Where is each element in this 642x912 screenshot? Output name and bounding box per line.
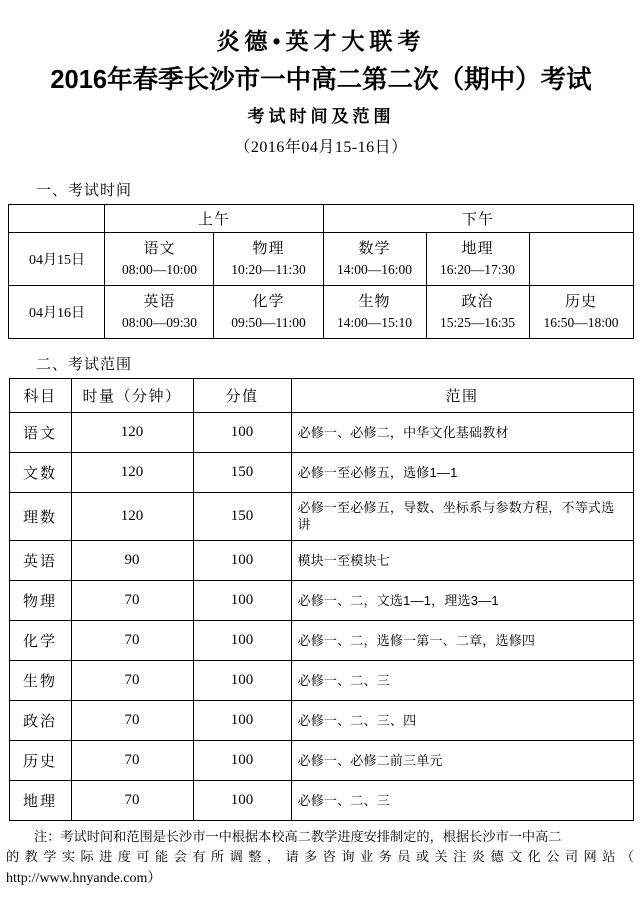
day-label: 04月16日 — [9, 285, 105, 338]
cell-duration: 70 — [71, 580, 193, 620]
slot-time: 08:00—09:30 — [121, 314, 197, 330]
cell-duration: 70 — [71, 660, 193, 700]
header-afternoon: 下午 — [323, 204, 633, 232]
slot-subject: 语文 — [143, 240, 176, 258]
cell-subject: 化学 — [9, 620, 71, 660]
cell-duration: 70 — [71, 740, 193, 780]
cell-score: 150 — [193, 452, 291, 492]
column-header-subject: 科目 — [9, 378, 71, 412]
slot-subject: 数学 — [358, 240, 391, 258]
footer-note — [6, 827, 634, 890]
slot-time: 15:25—16:35 — [439, 314, 515, 330]
column-header-scope: 范围 — [291, 378, 633, 412]
cell-duration: 120 — [71, 412, 193, 452]
cell-score: 100 — [193, 620, 291, 660]
cell-score: 100 — [193, 780, 291, 820]
exam-slot — [323, 285, 426, 338]
cell-score: 100 — [193, 540, 291, 580]
table-header-row — [9, 378, 633, 412]
exam-time-table — [8, 204, 633, 339]
exam-slot — [214, 285, 323, 338]
cell-scope: 必修一、二、三 — [291, 660, 633, 700]
cell-subject: 文数 — [9, 452, 71, 492]
exam-slot — [529, 285, 633, 338]
exam-slot — [426, 232, 529, 285]
table-row — [9, 492, 633, 540]
cell-subject: 理数 — [9, 492, 71, 540]
cell-subject: 历史 — [9, 740, 71, 780]
slot-time: 16:20—17:30 — [439, 261, 515, 277]
slot-subject: 生物 — [358, 293, 391, 311]
table-row — [9, 780, 633, 820]
page-title: 2016年春季长沙市一中高二第二次（期中）考试 — [50, 65, 592, 94]
exam-slot — [426, 285, 529, 338]
cell-subject: 英语 — [9, 540, 71, 580]
cell-duration: 120 — [71, 452, 193, 492]
exam-slot — [323, 232, 426, 285]
table-row — [9, 700, 633, 740]
title-block — [0, 0, 642, 159]
slot-subject: 英语 — [143, 293, 176, 311]
cell-subject: 物理 — [9, 580, 71, 620]
slot-subject: 政治 — [461, 293, 494, 311]
slot-time: 14:00—16:00 — [336, 261, 412, 277]
day-label: 04月15日 — [9, 232, 105, 285]
table-row — [9, 452, 633, 492]
exam-slot-empty — [529, 232, 633, 285]
cell-duration: 70 — [71, 780, 193, 820]
table-row — [9, 540, 633, 580]
cell-scope: 模块一至模块七 — [291, 540, 633, 580]
footer-note-line-2: 的教学实际进度可能会有所调整，请多咨询业务员或关注炎德文化公司网站（ — [6, 849, 634, 865]
table-row — [9, 660, 633, 700]
exam-slot — [105, 285, 214, 338]
cell-duration: 120 — [71, 492, 193, 540]
cell-subject: 地理 — [9, 780, 71, 820]
cell-scope: 必修一至必修五，选修1—1 — [291, 452, 633, 492]
table-row — [9, 285, 633, 338]
cell-subject: 生物 — [9, 660, 71, 700]
exam-slot — [105, 232, 214, 285]
cell-scope: 必修一、二，文选1—1，理选3—1 — [291, 580, 633, 620]
column-header-score: 分值 — [193, 378, 291, 412]
table-header-row — [9, 204, 633, 232]
exam-scope-table — [9, 378, 634, 821]
slot-subject: 历史 — [565, 293, 598, 311]
cell-score: 100 — [193, 412, 291, 452]
cell-scope: 必修一、必修二，中华文化基础教材 — [291, 412, 633, 452]
cell-duration: 70 — [71, 700, 193, 740]
table-row — [9, 412, 633, 452]
cell-scope: 必修一至必修五，导数、坐标系与参数方程，不等式选讲 — [291, 492, 633, 540]
slot-subject: 化学 — [252, 293, 285, 311]
slot-time: 08:00—10:00 — [121, 261, 197, 277]
table-row — [9, 580, 633, 620]
brand-title: 炎德•英才大联考 — [216, 29, 426, 54]
slot-subject: 物理 — [252, 240, 285, 258]
cell-subject: 语文 — [9, 412, 71, 452]
cell-score: 150 — [193, 492, 291, 540]
cell-scope: 必修一、二、三、四 — [291, 700, 633, 740]
date-line: （2016年04月15-16日） — [234, 138, 408, 156]
corner-cell — [9, 204, 105, 232]
cell-subject: 政治 — [9, 700, 71, 740]
slot-time: 16:50—18:00 — [543, 314, 619, 330]
slot-time: 09:50—11:00 — [231, 314, 306, 330]
exam-slot — [214, 232, 323, 285]
section-heading-exam-scope: 二、考试范围 — [36, 355, 133, 373]
column-header-duration: 时量（分钟） — [71, 378, 193, 412]
cell-scope: 必修一、二，选修一第一、二章，选修四 — [291, 620, 633, 660]
slot-subject: 地理 — [461, 240, 494, 258]
cell-scope: 必修一、二、三 — [291, 780, 633, 820]
cell-score: 100 — [193, 660, 291, 700]
table-row — [9, 620, 633, 660]
section-heading-exam-time: 一、考试时间 — [36, 181, 133, 199]
slot-time: 14:00—15:10 — [336, 314, 412, 330]
cell-duration: 90 — [71, 540, 193, 580]
cell-score: 100 — [193, 700, 291, 740]
footer-website-url: http://www.hnyande.com） — [6, 870, 162, 886]
cell-score: 100 — [193, 580, 291, 620]
table-row — [9, 740, 633, 780]
cell-duration: 70 — [71, 620, 193, 660]
footer-note-line-1: 注：考试时间和范围是长沙市一中根据本校高二教学进度安排制定的，根据长沙市一中高二 — [34, 828, 562, 844]
subtitle: 考试时间及范围 — [247, 106, 395, 126]
cell-score: 100 — [193, 740, 291, 780]
slot-time: 10:20—11:30 — [231, 261, 306, 277]
header-morning: 上午 — [105, 204, 323, 232]
cell-scope: 必修一、必修二前三单元 — [291, 740, 633, 780]
table-row — [9, 232, 633, 285]
